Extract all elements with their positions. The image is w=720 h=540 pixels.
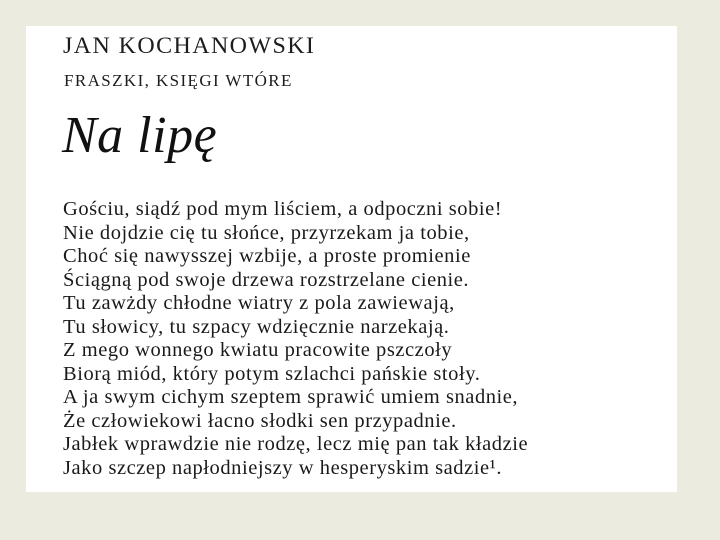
poem-line: Gościu, siądź pod mym liściem, a odpoczni sobie! xyxy=(63,198,503,220)
poem-line: A ja swym cichym szeptem sprawić umiem snadnie, xyxy=(63,386,519,408)
poem-line: Tu zawżdy chłodne wiatry z pola zawiewają, xyxy=(63,292,455,314)
poem-line: Jabłek wprawdzie nie rodzę, lecz mię pan tak kładzie xyxy=(63,433,529,455)
poem-body xyxy=(63,198,528,480)
document-page xyxy=(26,26,677,492)
poem-line: Choć się nawysszej wzbije, a proste promienie xyxy=(63,245,471,267)
poem-line: Nie dojdzie cię tu słońce, przyrzekam ja tobie, xyxy=(63,221,470,244)
poem-line: Jako szczep napłodniejszy w hesperyskim sadzie¹. xyxy=(63,456,503,479)
poem-line: Że człowiekowi łacno słodki sen przypadnie. xyxy=(63,409,457,432)
poem-line: Tu słowicy, tu szpacy wdzięcznie narzekają. xyxy=(63,315,450,338)
author-name: JAN KOCHANOWSKI xyxy=(63,34,316,59)
collection-title: FRASZKI, KSIĘGI WTÓRE xyxy=(64,71,293,90)
poem-line: Z mego wonnego kwiatu pracowite pszczoły xyxy=(63,339,453,361)
poem-line: Biorą miód, który potym szlachci pańskie stoły. xyxy=(63,362,481,385)
poem-line: Ściągną pod swoje drzewa rozstrzelane cienie. xyxy=(63,268,470,291)
poem-title: Na lipę xyxy=(62,107,218,164)
